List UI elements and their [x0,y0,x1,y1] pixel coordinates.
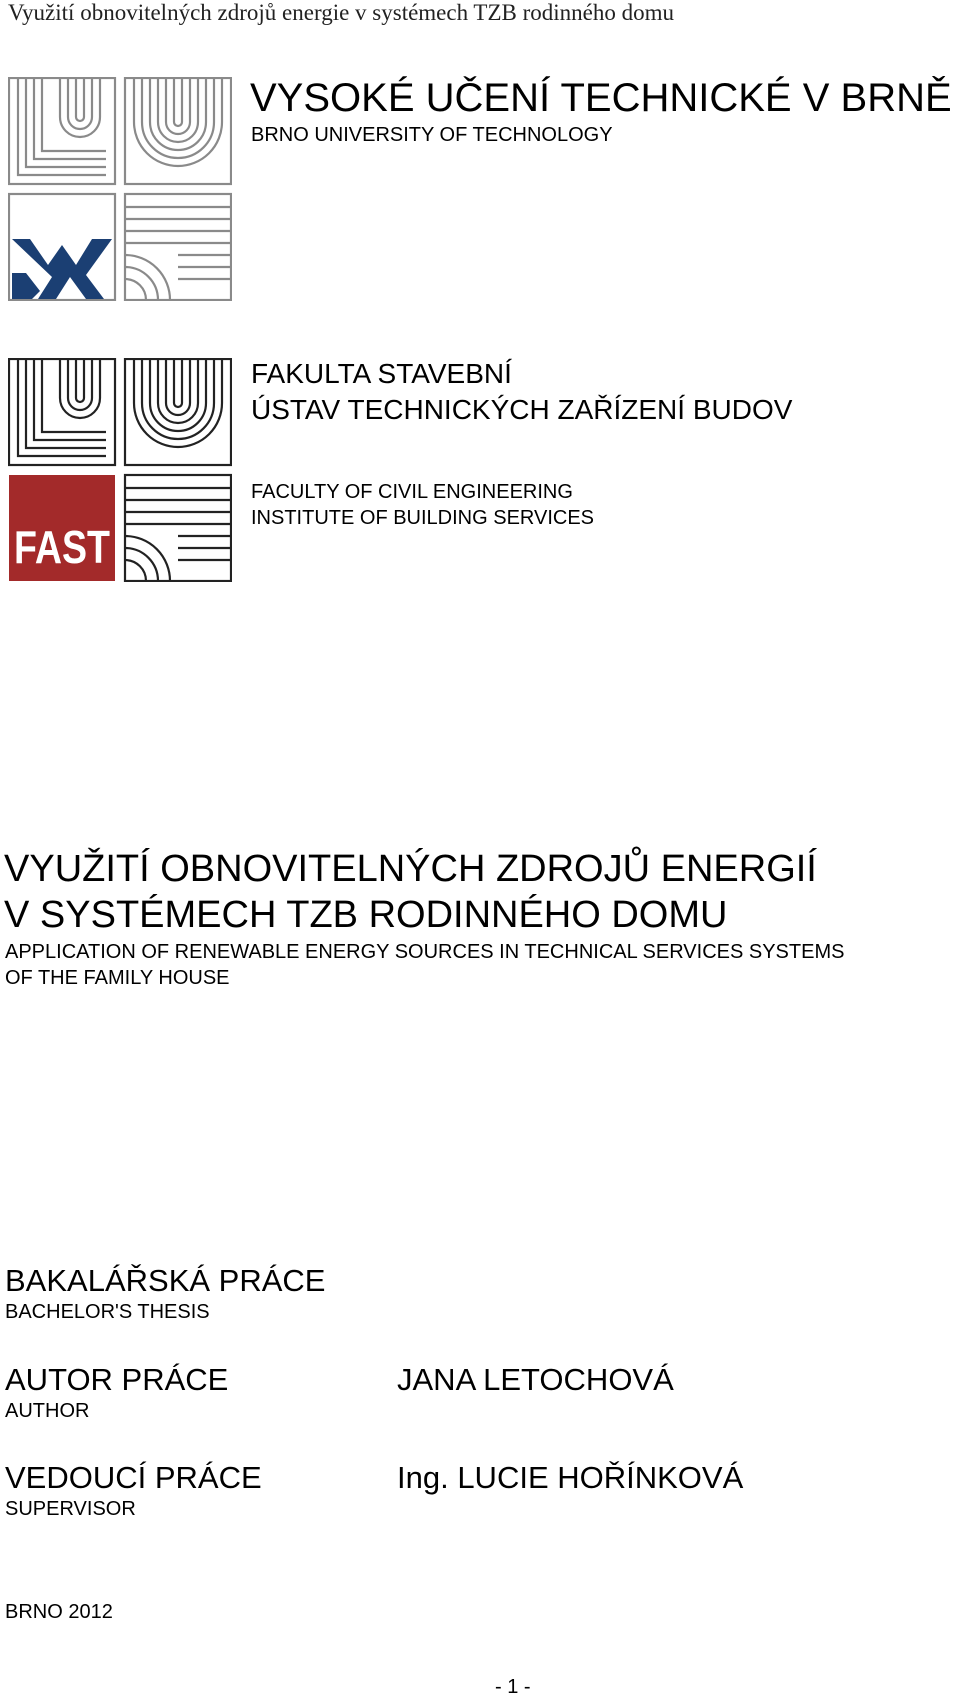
university-name-cz: VYSOKÉ UČENÍ TECHNICKÉ V BRNĚ [250,76,952,120]
fast-logo-text: FAST [14,521,110,573]
faculty-name-en: FACULTY OF CIVIL ENGINEERING [251,481,573,503]
author-name: JANA LETOCHOVÁ [397,1362,674,1397]
author-label-en: AUTHOR [5,1400,90,1422]
supervisor-label-en: SUPERVISOR [5,1498,136,1520]
running-header: Využití obnovitelných zdrojů energie v systémech TZB rodinného domu [8,0,675,25]
fast-logo-icon [8,358,232,582]
author-label-cz: AUTOR PRÁCE [5,1362,229,1397]
thesis-title-en-line2: OF THE FAMILY HOUSE [5,967,230,989]
supervisor-name: Ing. LUCIE HOŘÍNKOVÁ [397,1460,744,1495]
vut-logo-icon [8,77,232,301]
university-name-en: BRNO UNIVERSITY OF TECHNOLOGY [251,124,613,146]
thesis-type-en: BACHELOR'S THESIS [5,1301,210,1323]
city-year: BRNO 2012 [5,1601,113,1623]
thesis-title-cz-line2: V SYSTÉMECH TZB RODINNÉHO DOMU [4,894,728,936]
page-number: - 1 - [495,1676,531,1698]
thesis-type-cz: BAKALÁŘSKÁ PRÁCE [5,1263,326,1298]
thesis-title-cz-line1: VYUŽITÍ OBNOVITELNÝCH ZDROJŮ ENERGIÍ [4,848,817,890]
institute-name-cz: ÚSTAV TECHNICKÝCH ZAŘÍZENÍ BUDOV [251,394,793,425]
thesis-title-en-line1: APPLICATION OF RENEWABLE ENERGY SOURCES IN TECHNICAL SERVICES SYSTEMS [5,941,845,963]
faculty-name-cz: FAKULTA STAVEBNÍ [251,358,512,389]
supervisor-label-cz: VEDOUCÍ PRÁCE [5,1460,262,1495]
institute-name-en: INSTITUTE OF BUILDING SERVICES [251,507,595,529]
